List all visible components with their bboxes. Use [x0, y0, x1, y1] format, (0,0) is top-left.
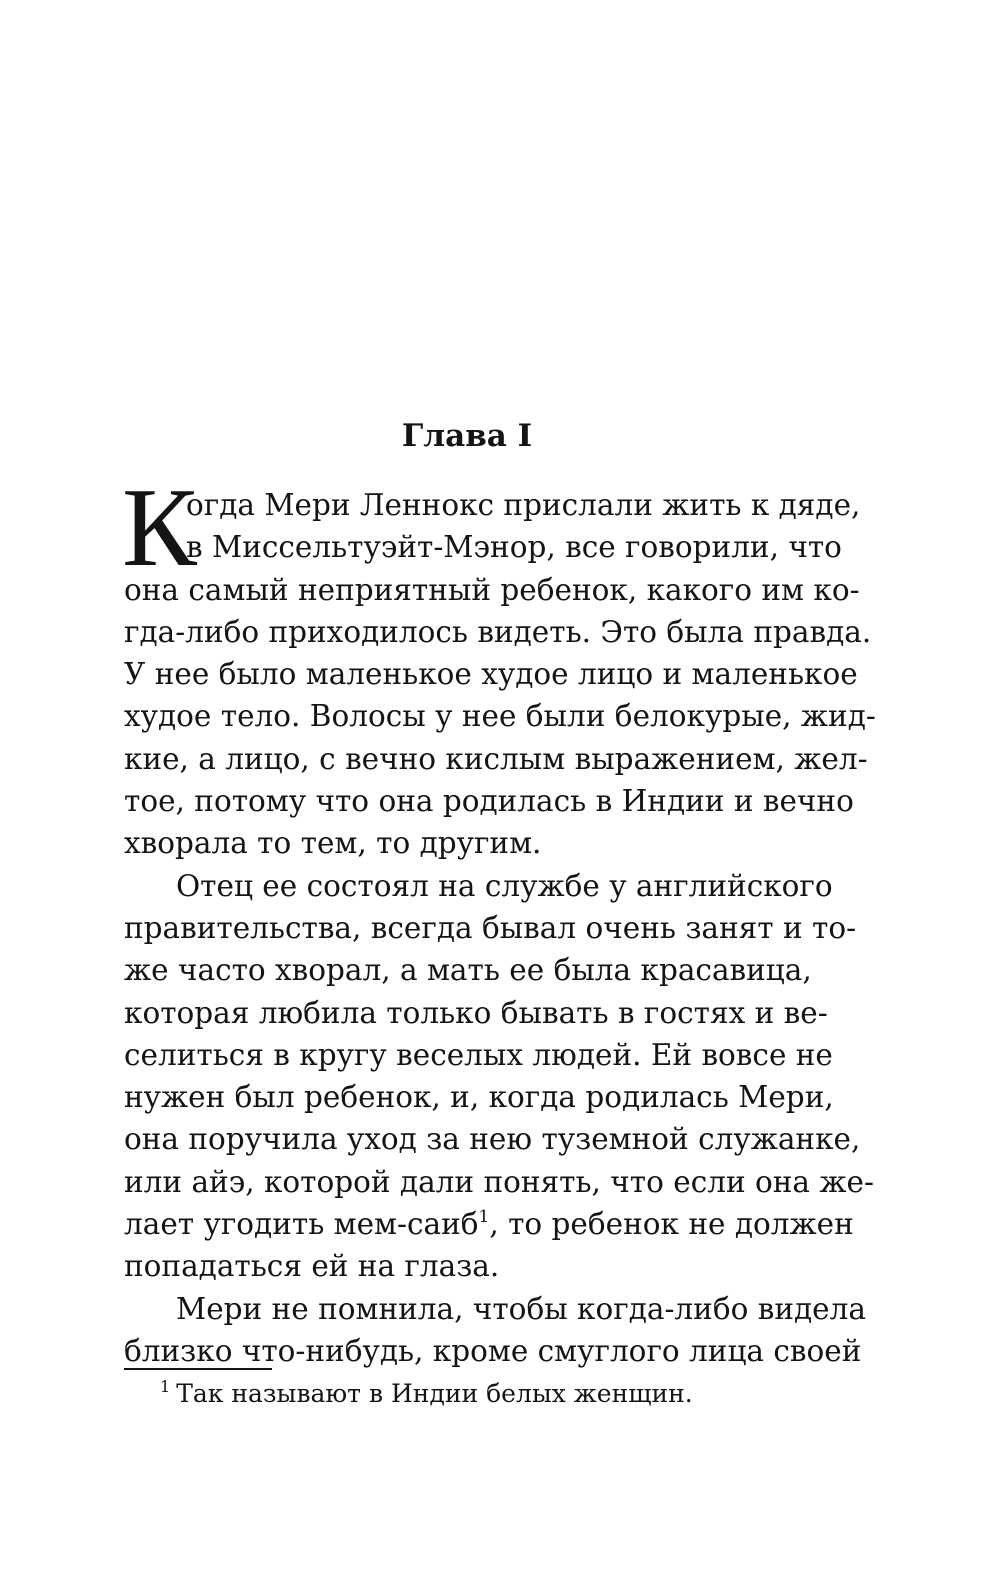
footnote-marker: 1 [160, 1377, 171, 1396]
text-line: селиться в кругу веселых людей. Ей вовсе не [124, 1037, 833, 1072]
text-line: или айэ, которой дали понять, что если она же- [124, 1164, 874, 1199]
text-line: У нее было маленькое худое лицо и маленькое [124, 657, 858, 692]
body-text [122, 466, 876, 1372]
text-line: огда Мери Леннокс прислали жить к дяде, [186, 488, 861, 522]
text-line: попадаться ей на глаза. [124, 1249, 500, 1284]
text-line: она самый неприятный ребенок, какого им ко- [124, 572, 860, 607]
text-line: кие, а лицо, с вечно кислым выражением, жел- [124, 741, 868, 776]
text-line: она поручила уход за нею туземной служанке, [124, 1122, 861, 1157]
text-line: хворала то тем, то другим. [124, 826, 542, 861]
footnote-divider [124, 1368, 272, 1370]
footnote-reference: 1 [478, 1207, 490, 1228]
text-fragment: лает угодить мем-саиб [124, 1207, 479, 1242]
text-line: же часто хворал, а мать ее была красавица, [124, 953, 812, 988]
footnote [160, 1376, 693, 1412]
text-line: худое тело. Волосы у нее были белокурые, жид- [124, 699, 876, 734]
text-fragment: , то ребенок не должен [489, 1207, 854, 1242]
text-line: нужен был ребенок, и, когда родилась Мери, [124, 1080, 834, 1115]
text-line: Мери не помнила, чтобы когда-либо видела [176, 1291, 866, 1326]
text-line: близко что-нибудь, кроме смуглого лица своей [124, 1333, 862, 1368]
text-line-with-footnote [124, 1203, 854, 1245]
chapter-title: Глава I [401, 418, 533, 454]
drop-cap: К [122, 466, 197, 590]
footnote-text: Так называют в Индии белых женщин. [176, 1379, 693, 1408]
text-line: в Миссельтуэйт-Мэнор, все говорили, что [186, 530, 842, 565]
text-line: тое, потому что она родилась в Индии и вечно [124, 784, 854, 819]
text-line: гда-либо приходилось видеть. Это была правда. [124, 614, 872, 649]
text-line: правительства, всегда бывал очень занят и то- [124, 910, 857, 945]
text-line: которая любила только бывать в гостях и ве- [124, 995, 828, 1030]
text-line: Отец ее состоял на службе у английского [176, 868, 833, 903]
